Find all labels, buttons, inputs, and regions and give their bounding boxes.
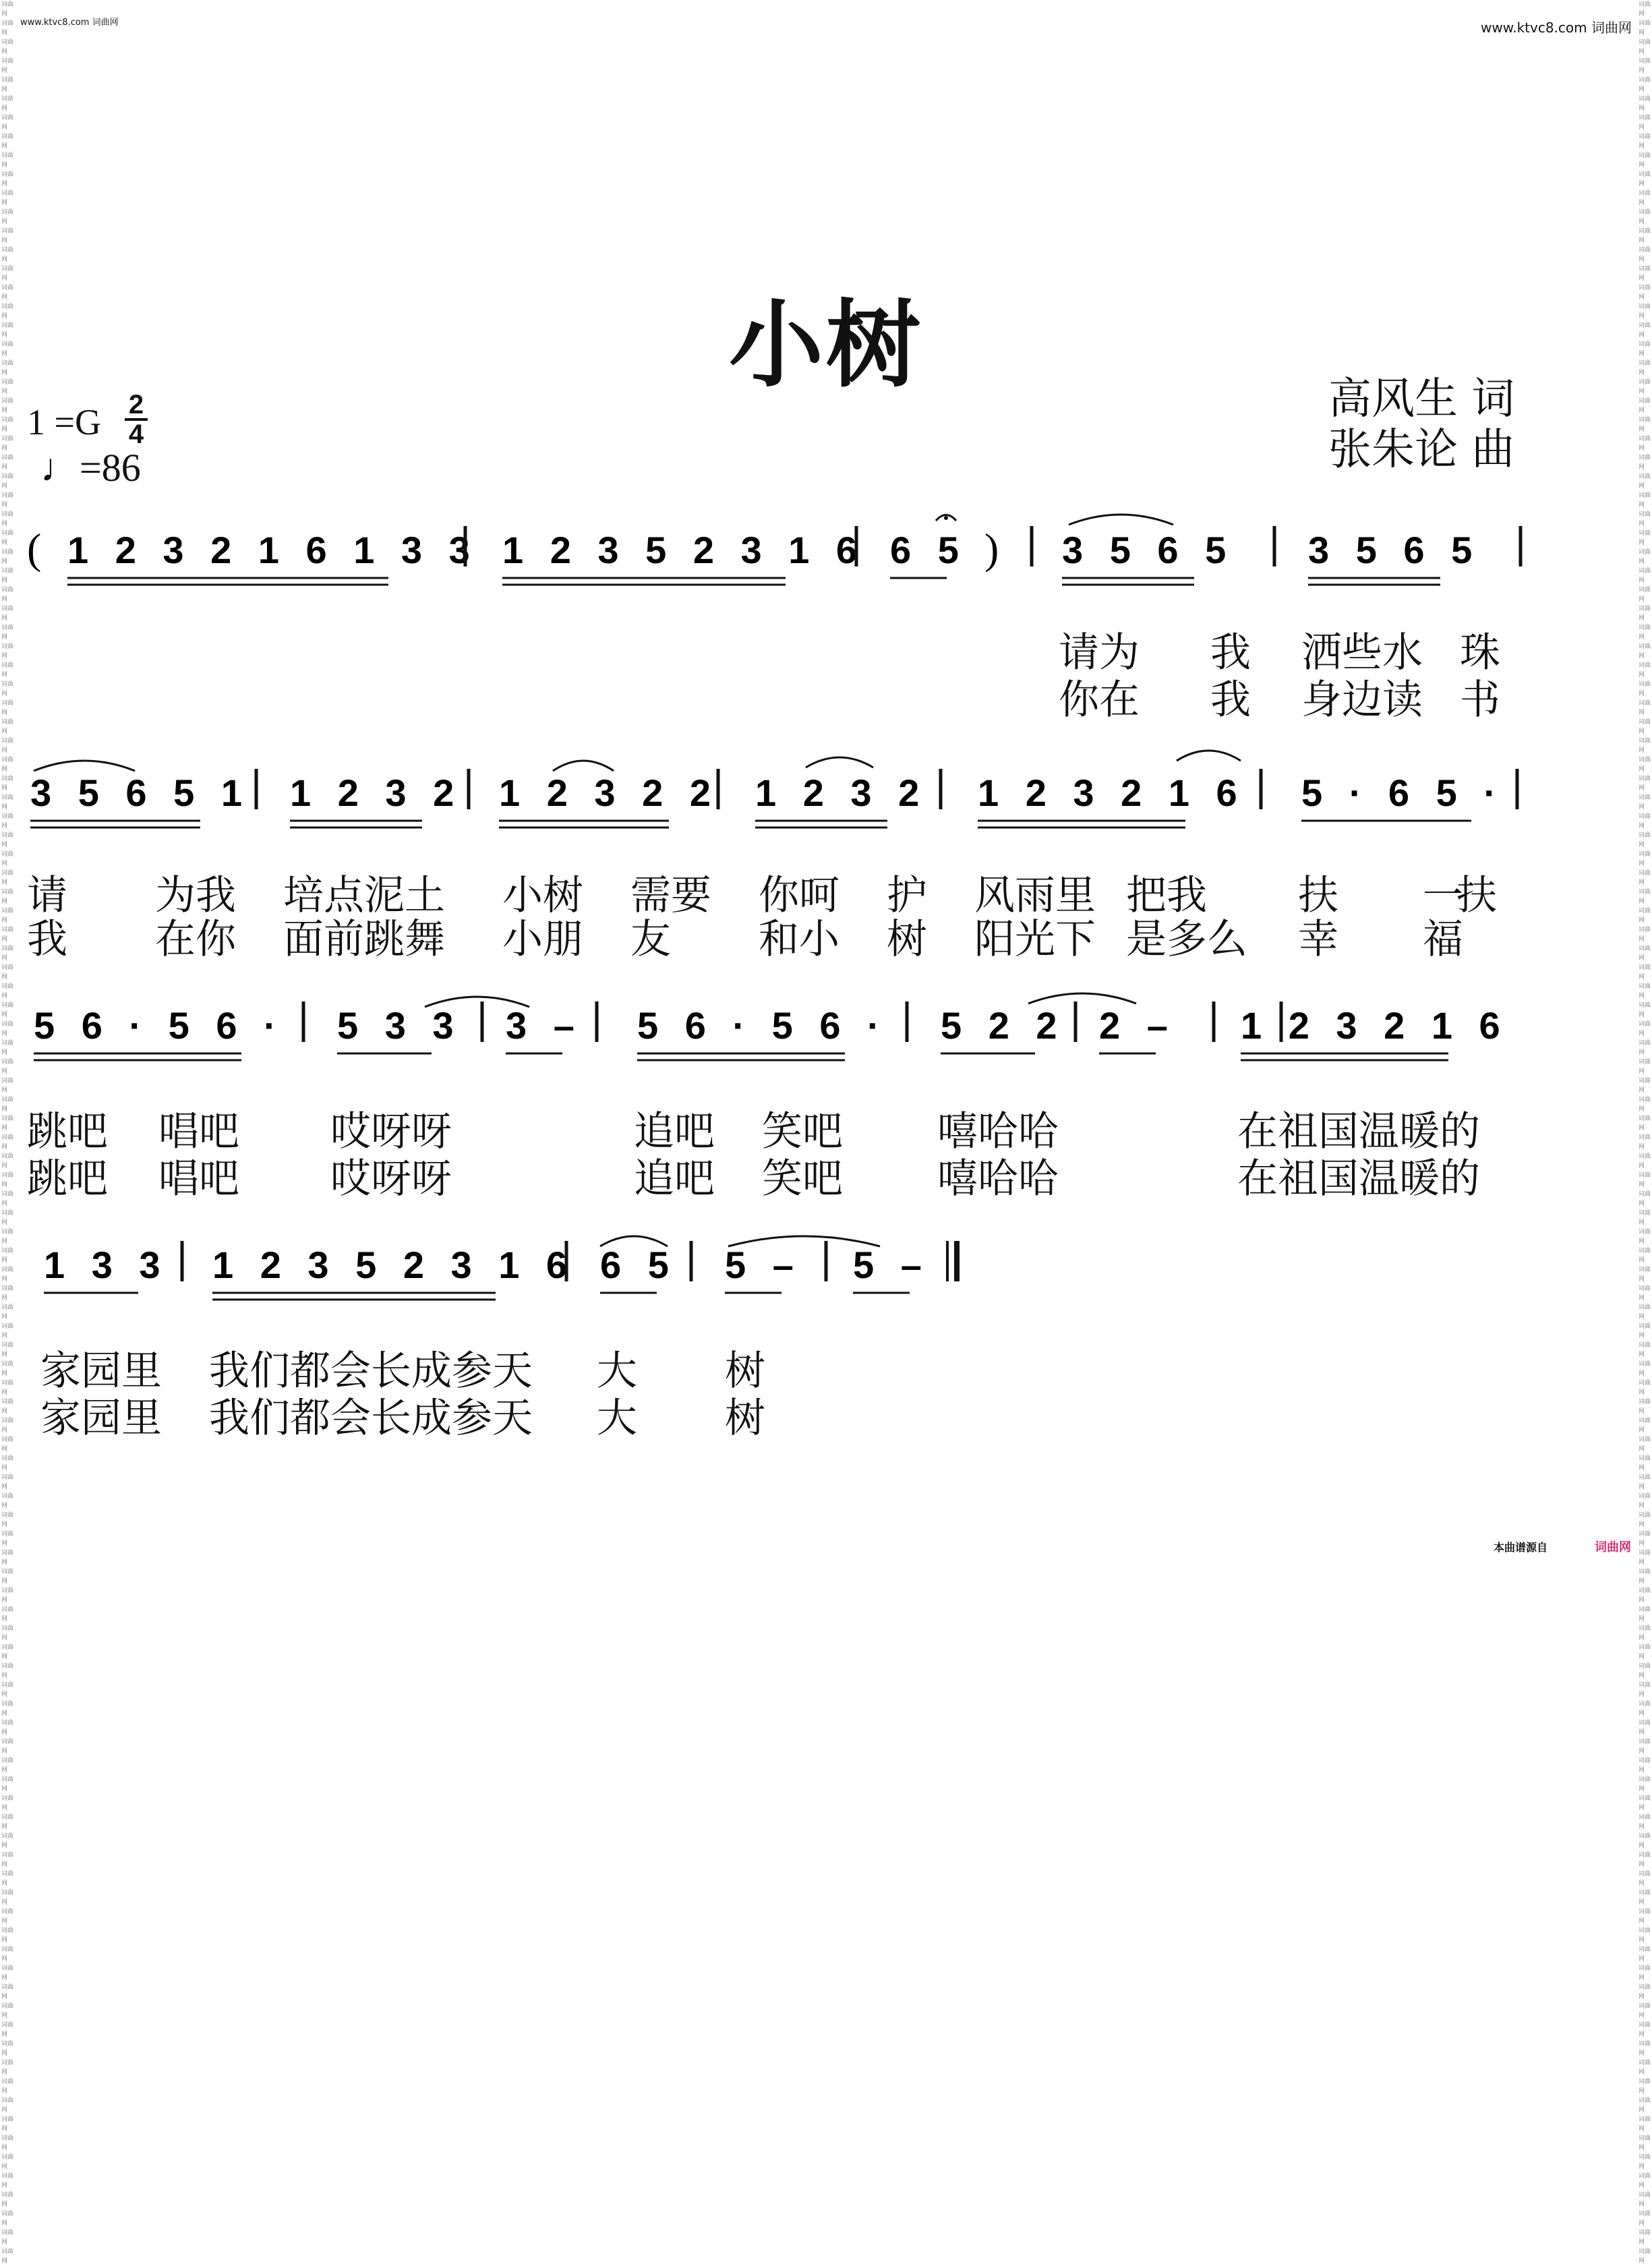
lyric-word: 我 — [1210, 629, 1251, 676]
key-signature: 1 =G — [27, 402, 101, 442]
lyric-word: 大 — [597, 1395, 637, 1442]
lyric-word: 书 — [1460, 676, 1500, 724]
lyric-word: 把我 — [1126, 872, 1207, 919]
slur-arc — [1177, 751, 1241, 761]
note-group: 1 2 3 5 2 3 1 6 — [212, 1244, 576, 1286]
lyric-word: 我们都会长成参天 — [209, 1347, 533, 1395]
lyric-word: 护 — [887, 872, 927, 919]
lyric-word: 培点泥土 — [283, 872, 445, 919]
fermata-dot — [944, 516, 948, 520]
lyric-word: 请为 — [1059, 629, 1140, 676]
note-group: 6 5 — [890, 529, 967, 571]
lyric-word: 家园里 — [40, 1395, 162, 1442]
note-group: 1 2 3 5 2 3 1 6 — [502, 529, 866, 571]
composer-credit: 张朱论 曲 — [1328, 425, 1515, 475]
lyric-word: 请 — [27, 872, 67, 919]
lyric-word: 树 — [725, 1395, 765, 1442]
lyric-word: 珠 — [1460, 629, 1500, 676]
lyric-word: 跳吧 — [27, 1155, 108, 1202]
lyric-word: 笑吧 — [762, 1108, 843, 1155]
note-group: 1 2 3 2 1 6 — [1241, 1004, 1508, 1047]
note-group: 5 · 6 5 · — [1301, 772, 1504, 814]
note-group: 5 2 2 — [941, 1004, 1065, 1047]
lyric-word: 唱吧 — [158, 1155, 239, 1202]
edge-watermark-left: 词曲网 词曲网 词曲网 词曲网 词曲网 词曲网 词曲网 词曲网 词曲网 词曲网 词曲网 词曲网 词曲网 词曲网 词曲网 词曲网 词曲网 词曲网 词曲网 词曲网 词曲网 词曲网 词曲网 词曲网 词曲网 词曲网 词曲网 词曲网 词曲网 词曲网 词曲网 词曲网 词曲网 词曲网 词曲网 词曲网 词曲网 词曲网 词曲网 词曲网 词曲网 词曲网 词曲网 词曲网 词曲网 词曲网 词曲网 词曲网 词曲网 词曲网 词曲网 词曲网 词曲网 词曲网 词曲网 词曲网 词曲网 词曲网 词曲网 词曲网 词曲网 词曲网 词曲网 词曲网 词曲网 词曲网 词曲网 词曲网 词曲网 词曲网 词曲网 词曲网 词曲网 词曲网 词曲网 词曲网 词曲网 词曲网 词曲网 词曲网 词曲网 词曲网 词曲网 词曲网 词曲网 词曲网 词曲网 词曲网 词曲网 词曲网 词曲网 词曲网 词曲网 词曲网 词曲网 词曲网 词曲网 词曲网 词曲网 词曲网 词曲网 词曲网 词曲网 词曲网 词曲网 词曲网 词曲网 词曲网 词曲网 词曲网 词曲网 词曲网 词曲网 词曲网 词曲网 词曲网 词曲网 词曲网 词曲网 词曲网 — [1, 1, 14, 2265]
edge-watermark-right: 词曲网 词曲网 词曲网 词曲网 词曲网 词曲网 词曲网 词曲网 词曲网 词曲网 词曲网 词曲网 词曲网 词曲网 词曲网 词曲网 词曲网 词曲网 词曲网 词曲网 词曲网 词曲网 词曲网 词曲网 词曲网 词曲网 词曲网 词曲网 词曲网 词曲网 词曲网 词曲网 词曲网 词曲网 词曲网 词曲网 词曲网 词曲网 词曲网 词曲网 词曲网 词曲网 词曲网 词曲网 词曲网 词曲网 词曲网 词曲网 词曲网 词曲网 词曲网 词曲网 词曲网 词曲网 词曲网 词曲网 词曲网 词曲网 词曲网 词曲网 词曲网 词曲网 词曲网 词曲网 词曲网 词曲网 词曲网 词曲网 词曲网 词曲网 词曲网 词曲网 词曲网 词曲网 词曲网 词曲网 词曲网 词曲网 词曲网 词曲网 词曲网 词曲网 词曲网 词曲网 词曲网 词曲网 词曲网 词曲网 词曲网 词曲网 词曲网 词曲网 词曲网 词曲网 词曲网 词曲网 词曲网 词曲网 词曲网 词曲网 词曲网 词曲网 词曲网 词曲网 词曲网 词曲网 词曲网 词曲网 词曲网 词曲网 词曲网 词曲网 词曲网 词曲网 词曲网 词曲网 词曲网 词曲网 词曲网 词曲网 — [1639, 1, 1651, 2265]
lyric-word: 在祖国温暖的 — [1237, 1155, 1480, 1202]
lyric-word: 洒些水 — [1301, 629, 1423, 676]
note-group: 5 – — [853, 1244, 930, 1286]
note-group: 2 – — [1099, 1004, 1176, 1047]
lyric-word: 需要 — [630, 872, 711, 919]
site-url-right: www.ktvc8.com 词曲网 — [1480, 20, 1632, 36]
open-paren: ( — [27, 525, 42, 573]
lyric-word: 你在 — [1059, 676, 1140, 724]
note-group: 1 2 3 2 — [755, 772, 928, 814]
lyric-word: 小朋 — [502, 916, 583, 963]
note-group: 5 3 3 — [337, 1004, 462, 1047]
lyric-word: 追吧 — [634, 1155, 715, 1202]
lyric-word: 大 — [597, 1347, 637, 1395]
lyric-word: 唱吧 — [158, 1108, 239, 1155]
lyric-word: 福 — [1423, 916, 1463, 963]
note-group: 1 2 3 2 1 6 1 3 3 — [67, 529, 478, 571]
lyric-word: 在你 — [155, 916, 236, 963]
lyric-word: 和小 — [759, 916, 839, 963]
tempo-marking: ♩=86 — [40, 446, 141, 490]
note-group: 5 6 · 5 6 · — [34, 1004, 285, 1047]
footer-source: 本曲谱源自 — [1494, 1541, 1548, 1554]
song-title: 小树 — [728, 290, 923, 401]
lyric-word: 我 — [27, 916, 67, 963]
note-group: 1 2 3 2 — [290, 772, 463, 814]
slur-arc — [553, 761, 614, 771]
site-url-left: www.ktvc8.com 词曲网 — [20, 18, 119, 28]
slur-arc — [806, 757, 873, 767]
lyric-word: 友 — [630, 916, 671, 963]
lyric-word: 笑吧 — [762, 1155, 843, 1202]
lyric-word: 面前跳舞 — [283, 916, 445, 963]
lyric-word: 跳吧 — [27, 1108, 108, 1155]
lyric-word: 哎呀呀 — [330, 1155, 452, 1202]
slur-arc — [1069, 515, 1173, 525]
note-group: 3 5 6 5 — [1308, 529, 1481, 571]
footer-brand: 词曲网 — [1595, 1540, 1631, 1555]
lyric-word: 树 — [725, 1347, 765, 1395]
lyric-word: 追吧 — [634, 1108, 715, 1155]
lyric-word: 幸 — [1298, 916, 1338, 963]
lyric-word: 嘻哈哈 — [937, 1155, 1059, 1202]
note-group: 3 5 6 5 — [1062, 529, 1235, 571]
lyric-word: 哎呀呀 — [330, 1108, 452, 1155]
lyric-word: 阳光下 — [974, 916, 1096, 963]
note-group: 3 – — [506, 1004, 583, 1047]
lyric-word: 身边读 — [1301, 676, 1423, 724]
lyric-word: 扶 — [1298, 872, 1338, 919]
lyric-word: 我们都会长成参天 — [209, 1395, 533, 1442]
lyric-word: 风雨里 — [974, 872, 1096, 919]
lyric-word: 为我 — [155, 872, 236, 919]
note-group: 6 5 — [600, 1244, 677, 1286]
lyric-word: 是多么 — [1126, 916, 1247, 963]
note-group: 1 2 3 2 2 — [499, 772, 719, 814]
lyric-word: 我 — [1210, 676, 1251, 724]
lyric-word: 树 — [887, 916, 927, 963]
slur-arc — [1028, 993, 1136, 1004]
lyric-word: 小树 — [502, 872, 583, 919]
note-group: 1 3 3 — [44, 1244, 169, 1286]
lyric-word: 嘻哈哈 — [937, 1108, 1059, 1155]
lyric-word: 一 — [1423, 872, 1463, 919]
note-group: 1 2 3 2 1 6 — [978, 772, 1245, 814]
close-paren: ) — [984, 525, 999, 573]
note-group: 5 6 · 5 6 · — [637, 1004, 888, 1047]
slur-arc — [34, 761, 135, 771]
lyric-word: 扶 — [1456, 872, 1497, 919]
time-signature-bottom: 4 — [128, 419, 144, 449]
time-signature-top: 2 — [128, 390, 144, 419]
note-group: 3 5 6 5 1 — [30, 772, 250, 814]
lyric-word: 家园里 — [40, 1347, 162, 1395]
note-group: 5 – — [725, 1244, 802, 1286]
lyricist-credit: 高风生 词 — [1328, 374, 1515, 424]
lyric-word: 你呵 — [759, 872, 839, 919]
lyric-word: 在祖国温暖的 — [1237, 1108, 1480, 1155]
